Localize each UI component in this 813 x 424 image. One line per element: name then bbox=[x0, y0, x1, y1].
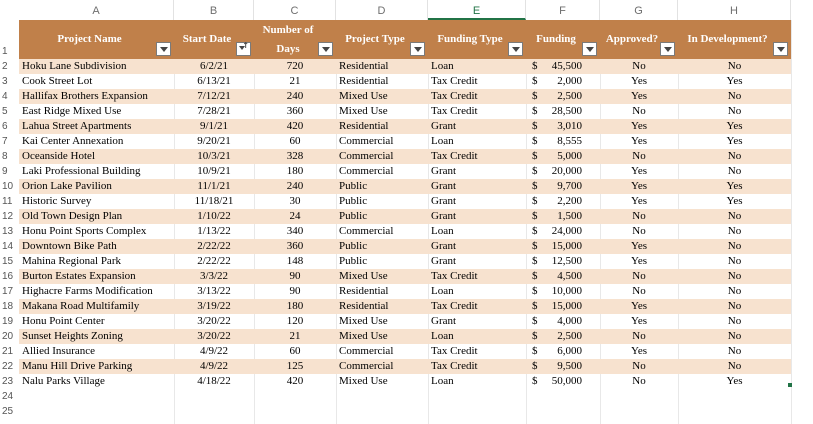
cell-number-of-days[interactable]: 60 bbox=[289, 135, 301, 147]
column-header-g[interactable]: G bbox=[600, 0, 678, 20]
cell-currency-symbol[interactable]: $ bbox=[532, 360, 538, 372]
table-row bbox=[19, 329, 791, 344]
cell-project-name[interactable]: Laki Professional Building bbox=[22, 165, 141, 177]
cell-funding-amount[interactable]: 28,500 bbox=[551, 105, 582, 117]
cell-project-name[interactable]: Orion Lake Pavilion bbox=[22, 180, 112, 192]
cell-funding-amount[interactable]: 1,500 bbox=[557, 210, 582, 222]
cell-funding-type[interactable]: Loan bbox=[431, 135, 454, 147]
cell-project-name[interactable]: Kai Center Annexation bbox=[22, 135, 124, 147]
row-number[interactable]: 16 bbox=[2, 271, 14, 282]
cell-in-development[interactable]: No bbox=[727, 90, 742, 102]
cell-approved[interactable]: No bbox=[632, 225, 646, 237]
grid-line bbox=[791, 20, 792, 424]
cell-in-development[interactable]: Yes bbox=[726, 135, 743, 147]
cell-in-development[interactable]: Yes bbox=[726, 375, 743, 387]
cell-approved[interactable]: Yes bbox=[630, 345, 647, 357]
row-number[interactable]: 12 bbox=[2, 211, 14, 222]
cell-start-date[interactable]: 1/13/22 bbox=[197, 225, 231, 237]
cell-funding-amount[interactable]: 50,000 bbox=[551, 375, 582, 387]
header-number-of-days bbox=[254, 20, 336, 59]
cell-currency-symbol[interactable]: $ bbox=[532, 240, 538, 252]
table-row bbox=[19, 359, 791, 374]
cell-project-type[interactable]: Public bbox=[339, 210, 368, 222]
cell-currency-symbol[interactable]: $ bbox=[532, 150, 538, 162]
header-start-date bbox=[174, 20, 254, 59]
cell-currency-symbol[interactable]: $ bbox=[532, 60, 538, 72]
row-number[interactable]: 2 bbox=[2, 61, 8, 72]
row-number[interactable]: 13 bbox=[2, 226, 14, 237]
cell-approved[interactable]: Yes bbox=[630, 300, 647, 312]
header-approved bbox=[600, 20, 678, 59]
cell-start-date[interactable]: 11/1/21 bbox=[197, 180, 231, 192]
cell-project-name[interactable]: Oceanside Hotel bbox=[22, 150, 95, 162]
cell-approved[interactable]: Yes bbox=[630, 180, 647, 192]
cell-approved[interactable]: No bbox=[632, 105, 646, 117]
cell-in-development[interactable]: No bbox=[727, 225, 742, 237]
cell-project-name[interactable]: Honu Point Center bbox=[22, 315, 105, 327]
cell-start-date[interactable]: 4/9/22 bbox=[199, 360, 229, 372]
cell-currency-symbol[interactable]: $ bbox=[532, 105, 538, 117]
row-number[interactable]: 21 bbox=[2, 346, 14, 357]
cell-approved[interactable]: Yes bbox=[630, 240, 647, 252]
cell-currency-symbol[interactable]: $ bbox=[532, 180, 538, 192]
column-header-a[interactable]: A bbox=[19, 0, 174, 20]
cell-project-type[interactable]: Commercial bbox=[339, 165, 394, 177]
cell-approved[interactable]: No bbox=[632, 270, 646, 282]
cell-currency-symbol[interactable]: $ bbox=[532, 75, 538, 87]
cell-number-of-days[interactable]: 240 bbox=[286, 90, 304, 102]
column-header-f[interactable]: F bbox=[526, 0, 600, 20]
cell-currency-symbol[interactable]: $ bbox=[532, 135, 538, 147]
cell-funding-amount[interactable]: 9,500 bbox=[557, 360, 582, 372]
cell-number-of-days[interactable]: 340 bbox=[286, 225, 304, 237]
cell-approved[interactable]: Yes bbox=[630, 195, 647, 207]
cell-in-development[interactable]: Yes bbox=[726, 120, 743, 132]
column-header-bar bbox=[0, 0, 813, 20]
cell-funding-amount[interactable]: 15,000 bbox=[551, 240, 582, 252]
cell-number-of-days[interactable]: 21 bbox=[289, 330, 301, 342]
cell-start-date[interactable]: 4/9/22 bbox=[199, 345, 229, 357]
cell-approved[interactable]: No bbox=[632, 330, 646, 342]
cell-project-name[interactable]: Old Town Design Plan bbox=[22, 210, 123, 222]
column-header-b[interactable]: B bbox=[174, 0, 254, 20]
cell-start-date[interactable]: 7/28/21 bbox=[197, 105, 231, 117]
cell-funding-type[interactable]: Tax Credit bbox=[431, 150, 478, 162]
cell-in-development[interactable]: No bbox=[727, 300, 742, 312]
cell-funding-type[interactable]: Tax Credit bbox=[431, 90, 478, 102]
table-row bbox=[19, 209, 791, 224]
cell-project-name[interactable]: Highacre Farms Modification bbox=[22, 285, 153, 297]
row-number[interactable]: 14 bbox=[2, 241, 14, 252]
cell-approved[interactable]: No bbox=[632, 60, 646, 72]
row-number[interactable]: 6 bbox=[2, 121, 8, 132]
cell-funding-amount[interactable]: 2,500 bbox=[557, 90, 582, 102]
cell-funding-amount[interactable]: 45,500 bbox=[551, 60, 582, 72]
cell-number-of-days[interactable]: 720 bbox=[286, 60, 304, 72]
cell-currency-symbol[interactable]: $ bbox=[532, 90, 538, 102]
cell-project-type[interactable]: Commercial bbox=[339, 135, 394, 147]
cell-project-type[interactable]: Public bbox=[339, 195, 368, 207]
cell-funding-type[interactable]: Grant bbox=[431, 210, 457, 222]
cell-number-of-days[interactable]: 240 bbox=[286, 180, 304, 192]
cell-project-name[interactable]: Manu Hill Drive Parking bbox=[22, 360, 133, 372]
cell-project-type[interactable]: Residential bbox=[339, 60, 389, 72]
cell-in-development[interactable]: No bbox=[727, 285, 742, 297]
header-funding-type-label: Funding Type bbox=[437, 33, 503, 45]
column-header-d[interactable]: D bbox=[336, 0, 428, 20]
cell-currency-symbol[interactable]: $ bbox=[532, 300, 538, 312]
cell-approved[interactable]: Yes bbox=[630, 135, 647, 147]
header-approved-label: Approved? bbox=[605, 33, 659, 45]
cell-project-type[interactable]: Commercial bbox=[339, 345, 394, 357]
cell-funding-amount[interactable]: 15,000 bbox=[551, 300, 582, 312]
cell-funding-type[interactable]: Tax Credit bbox=[431, 75, 478, 87]
row-number[interactable]: 24 bbox=[2, 391, 14, 402]
cell-currency-symbol[interactable]: $ bbox=[532, 315, 538, 327]
header-days-line1: Number of bbox=[262, 23, 314, 36]
cell-funding-type[interactable]: Loan bbox=[431, 285, 454, 297]
filter-dropdown-icon[interactable] bbox=[773, 42, 788, 56]
header-funding-type bbox=[428, 20, 526, 59]
cell-in-development[interactable]: Yes bbox=[726, 75, 743, 87]
table-row bbox=[19, 299, 791, 314]
cell-funding-amount[interactable]: 2,500 bbox=[557, 330, 582, 342]
cell-project-name[interactable]: Allied Insurance bbox=[22, 345, 95, 357]
cell-funding-amount[interactable]: 2,200 bbox=[557, 195, 582, 207]
cell-funding-amount[interactable]: 9,700 bbox=[557, 180, 582, 192]
cell-currency-symbol[interactable]: $ bbox=[532, 375, 538, 387]
header-in-development-label: In Development? bbox=[687, 33, 768, 45]
cell-project-type[interactable]: Mixed Use bbox=[339, 375, 388, 387]
cell-in-development[interactable]: No bbox=[727, 240, 742, 252]
cell-number-of-days[interactable]: 420 bbox=[286, 375, 304, 387]
cell-funding-type[interactable]: Loan bbox=[431, 330, 454, 342]
cell-in-development[interactable]: No bbox=[727, 255, 742, 267]
cell-funding-amount[interactable]: 6,000 bbox=[557, 345, 582, 357]
table-row bbox=[19, 374, 791, 389]
cell-start-date[interactable]: 3/19/22 bbox=[197, 300, 231, 312]
header-in-development bbox=[678, 20, 791, 59]
cell-approved[interactable]: Yes bbox=[630, 315, 647, 327]
cell-funding-type[interactable]: Tax Credit bbox=[431, 300, 478, 312]
cell-number-of-days[interactable]: 30 bbox=[289, 195, 301, 207]
cell-project-name[interactable]: Sunset Heights Zoning bbox=[22, 330, 123, 342]
table-row bbox=[19, 59, 791, 74]
row-number[interactable]: 11 bbox=[2, 196, 13, 207]
cell-project-name[interactable]: East Ridge Mixed Use bbox=[22, 105, 122, 117]
table-row bbox=[19, 89, 791, 104]
cell-start-date[interactable]: 6/2/21 bbox=[199, 60, 229, 72]
cell-currency-symbol[interactable]: $ bbox=[532, 165, 538, 177]
cell-number-of-days[interactable]: 21 bbox=[289, 75, 301, 87]
row-number[interactable]: 23 bbox=[2, 376, 14, 387]
cell-start-date[interactable]: 3/13/22 bbox=[197, 285, 231, 297]
table-row bbox=[19, 224, 791, 239]
cell-in-development[interactable]: Yes bbox=[726, 180, 743, 192]
row-number[interactable]: 7 bbox=[2, 136, 8, 147]
cell-start-date[interactable]: 4/18/22 bbox=[197, 375, 231, 387]
cell-funding-amount[interactable]: 3,010 bbox=[557, 120, 582, 132]
cell-funding-amount[interactable]: 12,500 bbox=[551, 255, 582, 267]
table-row bbox=[19, 104, 791, 119]
row-number[interactable]: 22 bbox=[2, 361, 14, 372]
cell-project-type[interactable]: Commercial bbox=[339, 150, 394, 162]
cell-project-type[interactable]: Commercial bbox=[339, 360, 394, 372]
cell-in-development[interactable]: No bbox=[727, 345, 742, 357]
cell-start-date[interactable]: 3/3/22 bbox=[199, 270, 229, 282]
cell-number-of-days[interactable]: 120 bbox=[286, 315, 304, 327]
fill-handle[interactable] bbox=[788, 383, 792, 387]
filter-dropdown-icon[interactable] bbox=[582, 42, 597, 56]
cell-project-type[interactable]: Public bbox=[339, 180, 368, 192]
cell-funding-amount[interactable]: 4,000 bbox=[557, 315, 582, 327]
row-number[interactable]: 17 bbox=[2, 286, 14, 297]
cell-currency-symbol[interactable]: $ bbox=[532, 255, 538, 267]
cell-in-development[interactable]: No bbox=[727, 150, 742, 162]
cell-project-name[interactable]: Honu Point Sports Complex bbox=[22, 225, 147, 237]
cell-currency-symbol[interactable]: $ bbox=[532, 225, 538, 237]
cell-in-development[interactable]: No bbox=[727, 210, 742, 222]
cell-number-of-days[interactable]: 90 bbox=[289, 285, 301, 297]
table-row bbox=[19, 194, 791, 209]
cell-funding-amount[interactable]: 8,555 bbox=[557, 135, 582, 147]
cell-currency-symbol[interactable]: $ bbox=[532, 285, 538, 297]
cell-funding-type[interactable]: Grant bbox=[431, 120, 457, 132]
column-header-h[interactable]: H bbox=[678, 0, 791, 20]
cell-approved[interactable]: Yes bbox=[630, 255, 647, 267]
row-number[interactable]: 5 bbox=[2, 106, 8, 117]
table-row bbox=[19, 239, 791, 254]
cell-project-type[interactable]: Mixed Use bbox=[339, 330, 388, 342]
cell-funding-amount[interactable]: 4,500 bbox=[557, 270, 582, 282]
cell-funding-amount[interactable]: 10,000 bbox=[551, 285, 582, 297]
cell-funding-amount[interactable]: 2,000 bbox=[557, 75, 582, 87]
table-row bbox=[19, 134, 791, 149]
header-start-date-label: Start Date bbox=[182, 33, 232, 45]
table-row bbox=[19, 149, 791, 164]
cell-number-of-days[interactable]: 420 bbox=[286, 120, 304, 132]
cell-project-name[interactable]: Makana Road Multifamily bbox=[22, 300, 140, 312]
cell-approved[interactable]: Yes bbox=[630, 75, 647, 87]
filter-dropdown-icon[interactable] bbox=[318, 42, 333, 56]
cell-start-date[interactable]: 11/18/21 bbox=[194, 195, 234, 207]
cell-start-date[interactable]: 3/20/22 bbox=[197, 330, 231, 342]
filter-dropdown-icon[interactable] bbox=[508, 42, 523, 56]
cell-start-date[interactable]: 10/9/21 bbox=[197, 165, 231, 177]
cell-funding-type[interactable]: Grant bbox=[431, 165, 457, 177]
cell-project-name[interactable]: Cook Street Lot bbox=[22, 75, 93, 87]
cell-funding-type[interactable]: Grant bbox=[431, 255, 457, 267]
cell-project-name[interactable]: Downtown Bike Path bbox=[22, 240, 117, 252]
cell-approved[interactable]: Yes bbox=[630, 90, 647, 102]
header-funding bbox=[526, 20, 600, 59]
cell-funding-type[interactable]: Tax Credit bbox=[431, 360, 478, 372]
cell-currency-symbol[interactable]: $ bbox=[532, 120, 538, 132]
column-header-e[interactable]: E bbox=[428, 0, 526, 20]
cell-funding-type[interactable]: Grant bbox=[431, 315, 457, 327]
header-days-line2: Days bbox=[276, 42, 300, 55]
cell-project-name[interactable]: Hallifax Brothers Expansion bbox=[22, 90, 148, 102]
cell-start-date[interactable]: 3/20/22 bbox=[197, 315, 231, 327]
filter-dropdown-icon[interactable] bbox=[660, 42, 675, 56]
cell-project-type[interactable]: Residential bbox=[339, 300, 389, 312]
cell-number-of-days[interactable]: 24 bbox=[289, 210, 301, 222]
cell-project-type[interactable]: Mixed Use bbox=[339, 90, 388, 102]
cell-start-date[interactable]: 6/13/21 bbox=[197, 75, 231, 87]
table-row bbox=[19, 254, 791, 269]
table-row bbox=[19, 179, 791, 194]
cell-project-type[interactable]: Residential bbox=[339, 75, 389, 87]
cell-project-name[interactable]: Hoku Lane Subdivision bbox=[22, 60, 127, 72]
cell-approved[interactable]: No bbox=[632, 150, 646, 162]
cell-funding-type[interactable]: Tax Credit bbox=[431, 345, 478, 357]
cell-project-name[interactable]: Burton Estates Expansion bbox=[22, 270, 136, 282]
cell-start-date[interactable]: 7/12/21 bbox=[197, 90, 231, 102]
row-number[interactable]: 3 bbox=[2, 76, 8, 87]
cell-in-development[interactable]: No bbox=[727, 270, 742, 282]
row-number[interactable]: 18 bbox=[2, 301, 14, 312]
cell-currency-symbol[interactable]: $ bbox=[532, 345, 538, 357]
cell-number-of-days[interactable]: 60 bbox=[289, 345, 301, 357]
cell-start-date[interactable]: 10/3/21 bbox=[197, 150, 231, 162]
cell-approved[interactable]: No bbox=[632, 360, 646, 372]
cell-funding-type[interactable]: Grant bbox=[431, 180, 457, 192]
cell-number-of-days[interactable]: 125 bbox=[286, 360, 304, 372]
table-row bbox=[19, 269, 791, 284]
table-row bbox=[19, 74, 791, 89]
row-number[interactable]: 10 bbox=[2, 181, 14, 192]
table-row bbox=[19, 344, 791, 359]
cell-approved[interactable]: Yes bbox=[630, 120, 647, 132]
cell-in-development[interactable]: No bbox=[727, 60, 742, 72]
cell-funding-type[interactable]: Grant bbox=[431, 240, 457, 252]
header-project-name-label: Project Name bbox=[57, 33, 122, 45]
cell-project-name[interactable]: Nalu Parks Village bbox=[22, 375, 105, 387]
cell-number-of-days[interactable]: 90 bbox=[289, 270, 301, 282]
cell-approved[interactable]: No bbox=[632, 285, 646, 297]
cell-start-date[interactable]: 2/22/22 bbox=[197, 240, 231, 252]
cell-currency-symbol[interactable]: $ bbox=[532, 270, 538, 282]
cell-number-of-days[interactable]: 180 bbox=[286, 300, 304, 312]
cell-project-name[interactable]: Mahina Regional Park bbox=[22, 255, 121, 267]
row-number[interactable]: 15 bbox=[2, 256, 14, 267]
cell-start-date[interactable]: 1/10/22 bbox=[197, 210, 231, 222]
header-project-type-label: Project Type bbox=[345, 33, 405, 45]
cell-in-development[interactable]: No bbox=[727, 315, 742, 327]
cell-in-development[interactable]: No bbox=[727, 360, 742, 372]
cell-funding-type[interactable]: Loan bbox=[431, 60, 454, 72]
cell-number-of-days[interactable]: 360 bbox=[286, 105, 304, 117]
filter-dropdown-icon[interactable] bbox=[156, 42, 171, 56]
cell-number-of-days[interactable]: 360 bbox=[286, 240, 304, 252]
row-number[interactable]: 20 bbox=[2, 331, 14, 342]
cell-project-type[interactable]: Mixed Use bbox=[339, 315, 388, 327]
cell-project-name[interactable]: Historic Survey bbox=[22, 195, 92, 207]
cell-project-type[interactable]: Residential bbox=[339, 285, 389, 297]
cell-funding-type[interactable]: Grant bbox=[431, 195, 457, 207]
row-number[interactable]: 4 bbox=[2, 91, 8, 102]
row-number[interactable]: 19 bbox=[2, 316, 14, 327]
cell-approved[interactable]: No bbox=[632, 210, 646, 222]
row-number[interactable]: 1 bbox=[2, 46, 8, 57]
cell-funding-type[interactable]: Loan bbox=[431, 375, 454, 387]
cell-in-development[interactable]: No bbox=[727, 330, 742, 342]
cell-currency-symbol[interactable]: $ bbox=[532, 210, 538, 222]
cell-start-date[interactable]: 9/20/21 bbox=[197, 135, 231, 147]
cell-project-type[interactable]: Public bbox=[339, 255, 368, 267]
cell-funding-amount[interactable]: 20,000 bbox=[551, 165, 582, 177]
filter-dropdown-icon[interactable] bbox=[410, 42, 425, 56]
cell-project-type[interactable]: Mixed Use bbox=[339, 105, 388, 117]
header-funding-label: Funding bbox=[536, 33, 576, 45]
cell-in-development[interactable]: Yes bbox=[726, 195, 743, 207]
cell-in-development[interactable]: No bbox=[727, 165, 742, 177]
cell-approved[interactable]: Yes bbox=[630, 165, 647, 177]
header-project-name bbox=[19, 20, 174, 59]
cell-number-of-days[interactable]: 328 bbox=[286, 150, 304, 162]
cell-funding-type[interactable]: Loan bbox=[431, 225, 454, 237]
cell-in-development[interactable]: No bbox=[727, 105, 742, 117]
cell-number-of-days[interactable]: 180 bbox=[286, 165, 304, 177]
cell-project-type[interactable]: Mixed Use bbox=[339, 270, 388, 282]
cell-funding-type[interactable]: Tax Credit bbox=[431, 270, 478, 282]
cell-start-date[interactable]: 2/22/22 bbox=[197, 255, 231, 267]
cell-currency-symbol[interactable]: $ bbox=[532, 330, 538, 342]
cell-project-type[interactable]: Commercial bbox=[339, 225, 394, 237]
row-number[interactable]: 9 bbox=[2, 166, 8, 177]
row-number[interactable]: 8 bbox=[2, 151, 8, 162]
row-number[interactable]: 25 bbox=[2, 406, 14, 417]
cell-project-type[interactable]: Public bbox=[339, 240, 368, 252]
cell-start-date[interactable]: 9/1/21 bbox=[199, 120, 229, 132]
cell-funding-type[interactable]: Tax Credit bbox=[431, 105, 478, 117]
header-project-type bbox=[336, 20, 428, 59]
sort-ascending-icon[interactable] bbox=[236, 42, 251, 56]
cell-project-name[interactable]: Lahua Street Apartments bbox=[22, 120, 132, 132]
column-header-c[interactable]: C bbox=[254, 0, 336, 20]
cell-approved[interactable]: No bbox=[632, 375, 646, 387]
table-row bbox=[19, 164, 791, 179]
cell-number-of-days[interactable]: 148 bbox=[286, 255, 304, 267]
table-row bbox=[19, 314, 791, 329]
table-row bbox=[19, 284, 791, 299]
cell-currency-symbol[interactable]: $ bbox=[532, 195, 538, 207]
cell-funding-amount[interactable]: 24,000 bbox=[551, 225, 582, 237]
cell-project-type[interactable]: Residential bbox=[339, 120, 389, 132]
table-row bbox=[19, 119, 791, 134]
cell-funding-amount[interactable]: 5,000 bbox=[557, 150, 582, 162]
